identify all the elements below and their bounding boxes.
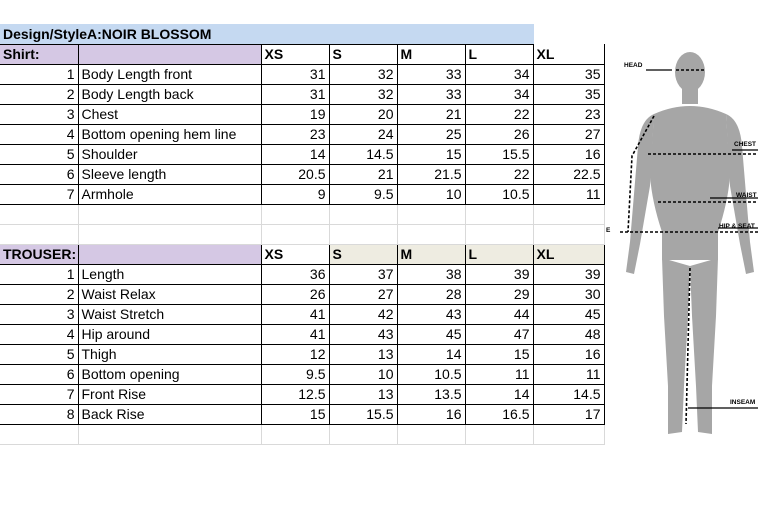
trouser-measurement-value[interactable]: 14.5 bbox=[533, 384, 604, 404]
shirt-measurement-value[interactable]: 9.5 bbox=[329, 184, 397, 204]
shirt-size-m[interactable]: M bbox=[397, 44, 465, 64]
trouser-measurement-name[interactable]: Bottom opening bbox=[78, 364, 261, 384]
trouser-measurement-value[interactable]: 13 bbox=[329, 384, 397, 404]
trouser-measurement-value[interactable]: 10.5 bbox=[397, 364, 465, 384]
trouser-measurement-name[interactable]: Hip around bbox=[78, 324, 261, 344]
blank-cell[interactable] bbox=[533, 204, 604, 224]
shirt-row-number[interactable]: 1 bbox=[0, 64, 78, 84]
shirt-measurement-value[interactable]: 21 bbox=[397, 104, 465, 124]
shirt-measurement-row bbox=[0, 144, 604, 164]
blank-row bbox=[0, 424, 604, 444]
trouser-measurement-value[interactable]: 15.5 bbox=[329, 404, 397, 424]
blank-cell[interactable] bbox=[329, 424, 397, 444]
shirt-row-number[interactable]: 6 bbox=[0, 164, 78, 184]
trouser-measurement-value[interactable]: 16 bbox=[397, 404, 465, 424]
shirt-size-xl[interactable]: XL bbox=[533, 44, 604, 64]
shirt-measurement-name[interactable]: Armhole bbox=[78, 184, 261, 204]
trouser-measurement-value[interactable]: 43 bbox=[329, 324, 397, 344]
shirt-measurement-value[interactable]: 10.5 bbox=[465, 184, 533, 204]
trouser-measurement-value[interactable]: 11 bbox=[465, 364, 533, 384]
shirt-size-l[interactable]: L bbox=[465, 44, 533, 64]
shirt-measurement-name[interactable]: Chest bbox=[78, 104, 261, 124]
trouser-measurement-value[interactable]: 39 bbox=[533, 264, 604, 284]
waist-label: WAIST bbox=[736, 192, 757, 199]
blank-cell[interactable] bbox=[261, 204, 329, 224]
shirt-header-row bbox=[0, 44, 604, 64]
shirt-measurement-value[interactable]: 21.5 bbox=[397, 164, 465, 184]
blank-cell[interactable] bbox=[329, 204, 397, 224]
trouser-row-number[interactable]: 7 bbox=[0, 384, 78, 404]
trouser-measurement-value[interactable]: 36 bbox=[261, 264, 329, 284]
shirt-measurement-value[interactable]: 14 bbox=[261, 144, 329, 164]
shirt-measurement-value[interactable]: 19 bbox=[261, 104, 329, 124]
trouser-measurement-value[interactable]: 37 bbox=[329, 264, 397, 284]
shirt-measurement-row bbox=[0, 124, 604, 144]
shirt-measurement-value[interactable]: 20.5 bbox=[261, 164, 329, 184]
trouser-measurement-name[interactable]: Waist Relax bbox=[78, 284, 261, 304]
shirt-measurement-row bbox=[0, 164, 604, 184]
shirt-measurement-value[interactable]: 26 bbox=[465, 124, 533, 144]
blank-cell[interactable] bbox=[465, 204, 533, 224]
trouser-measurement-name[interactable]: Front Rise bbox=[78, 384, 261, 404]
chest-label: CHEST bbox=[734, 141, 757, 148]
blank-cell[interactable] bbox=[261, 424, 329, 444]
sheet-title[interactable]: Design/StyleA:NOIR BLOSSOM bbox=[0, 24, 533, 44]
trouser-measurement-value[interactable]: 41 bbox=[261, 304, 329, 324]
trouser-size-s[interactable]: S bbox=[329, 244, 397, 264]
trouser-measurement-value[interactable]: 48 bbox=[533, 324, 604, 344]
blank-row bbox=[0, 204, 604, 224]
human-silhouette-icon bbox=[626, 52, 757, 434]
trouser-measurement-row bbox=[0, 364, 604, 384]
shirt-measurement-name[interactable]: Shoulder bbox=[78, 144, 261, 164]
shirt-measurement-value[interactable]: 35 bbox=[533, 64, 604, 84]
trouser-measurement-value[interactable]: 15 bbox=[261, 404, 329, 424]
shirt-measurement-row bbox=[0, 64, 604, 84]
trouser-measurement-value[interactable]: 13 bbox=[329, 344, 397, 364]
trouser-measurement-value[interactable]: 15 bbox=[465, 344, 533, 364]
blank-cell[interactable] bbox=[533, 224, 604, 244]
shirt-row-number[interactable]: 4 bbox=[0, 124, 78, 144]
trouser-measurement-value[interactable]: 42 bbox=[329, 304, 397, 324]
trouser-measurement-value[interactable]: 16 bbox=[533, 344, 604, 364]
shirt-measurement-value[interactable]: 34 bbox=[465, 64, 533, 84]
blank-cell[interactable] bbox=[397, 424, 465, 444]
trouser-measurement-value[interactable]: 16.5 bbox=[465, 404, 533, 424]
shirt-measurement-value[interactable]: 24 bbox=[329, 124, 397, 144]
trouser-size-xs[interactable]: XS bbox=[261, 244, 329, 264]
trouser-measurement-row bbox=[0, 324, 604, 344]
trouser-row-number[interactable]: 5 bbox=[0, 344, 78, 364]
trouser-measurement-value[interactable]: 41 bbox=[261, 324, 329, 344]
blank-cell[interactable] bbox=[0, 224, 78, 244]
trouser-measurement-row bbox=[0, 404, 604, 424]
shirt-section-label[interactable]: Shirt: bbox=[0, 44, 78, 64]
shirt-measurement-value[interactable]: 21 bbox=[329, 164, 397, 184]
blank-cell[interactable] bbox=[465, 424, 533, 444]
shirt-measurement-value[interactable]: 32 bbox=[329, 84, 397, 104]
trouser-measurement-value[interactable]: 38 bbox=[397, 264, 465, 284]
trouser-measurement-row bbox=[0, 304, 604, 324]
trouser-measurement-row bbox=[0, 344, 604, 364]
trouser-size-m[interactable]: M bbox=[397, 244, 465, 264]
trouser-measurement-name[interactable]: Length bbox=[78, 264, 261, 284]
blank-cell[interactable] bbox=[78, 224, 261, 244]
shirt-measurement-value[interactable]: 20 bbox=[329, 104, 397, 124]
shirt-measurement-value[interactable]: 33 bbox=[397, 84, 465, 104]
shirt-measurement-name[interactable]: Body Length back bbox=[78, 84, 261, 104]
edge-label: E bbox=[606, 227, 611, 234]
shirt-measurement-value[interactable]: 22 bbox=[465, 104, 533, 124]
blank-cell[interactable] bbox=[329, 224, 397, 244]
trouser-measurement-value[interactable]: 30 bbox=[533, 284, 604, 304]
trouser-row-number[interactable]: 8 bbox=[0, 404, 78, 424]
shirt-measurement-value[interactable]: 15.5 bbox=[465, 144, 533, 164]
trouser-measurement-value[interactable]: 28 bbox=[397, 284, 465, 304]
shirt-measurement-value[interactable]: 27 bbox=[533, 124, 604, 144]
shirt-measurement-row bbox=[0, 104, 604, 124]
head-label: HEAD bbox=[624, 62, 643, 69]
shirt-size-xs[interactable]: XS bbox=[261, 44, 329, 64]
trouser-row-number[interactable]: 4 bbox=[0, 324, 78, 344]
trouser-measurement-value[interactable]: 47 bbox=[465, 324, 533, 344]
blank-cell[interactable] bbox=[465, 224, 533, 244]
trouser-row-number[interactable]: 2 bbox=[0, 284, 78, 304]
trouser-measurement-value[interactable]: 39 bbox=[465, 264, 533, 284]
size-chart-table bbox=[0, 24, 605, 445]
blank-row bbox=[0, 224, 604, 244]
trouser-measurement-value[interactable]: 43 bbox=[397, 304, 465, 324]
trouser-measurement-value[interactable]: 9.5 bbox=[261, 364, 329, 384]
trouser-measurement-name[interactable]: Waist Stretch bbox=[78, 304, 261, 324]
blank-cell[interactable] bbox=[397, 224, 465, 244]
shirt-header-blank[interactable] bbox=[78, 44, 261, 64]
shirt-measurement-value[interactable]: 10 bbox=[397, 184, 465, 204]
trouser-measurement-value[interactable]: 44 bbox=[465, 304, 533, 324]
trouser-measurement-name[interactable]: Back Rise bbox=[78, 404, 261, 424]
hip-seat-label: HIP & SEAT bbox=[719, 223, 755, 230]
trouser-measurement-value[interactable]: 11 bbox=[533, 364, 604, 384]
blank-cell[interactable] bbox=[397, 204, 465, 224]
trouser-measurement-value[interactable]: 45 bbox=[533, 304, 604, 324]
trouser-row-number[interactable]: 6 bbox=[0, 364, 78, 384]
trouser-section-label[interactable]: TROUSER: bbox=[0, 244, 78, 264]
trouser-measurement-value[interactable]: 14 bbox=[397, 344, 465, 364]
blank-cell[interactable] bbox=[78, 424, 261, 444]
shirt-measurement-value[interactable]: 23 bbox=[533, 104, 604, 124]
trouser-measurement-value[interactable]: 10 bbox=[329, 364, 397, 384]
shirt-measurement-value[interactable]: 22 bbox=[465, 164, 533, 184]
shirt-measurement-value[interactable]: 23 bbox=[261, 124, 329, 144]
inseam-label: INSEAM bbox=[730, 399, 756, 406]
shirt-measurement-value[interactable]: 11 bbox=[533, 184, 604, 204]
trouser-measurement-value[interactable]: 29 bbox=[465, 284, 533, 304]
trouser-row-number[interactable]: 1 bbox=[0, 264, 78, 284]
blank-cell[interactable] bbox=[0, 204, 78, 224]
shirt-measurement-row bbox=[0, 84, 604, 104]
shirt-measurement-value[interactable]: 31 bbox=[261, 84, 329, 104]
shirt-measurement-value[interactable]: 22.5 bbox=[533, 164, 604, 184]
shirt-measurement-value[interactable]: 16 bbox=[533, 144, 604, 164]
shirt-measurement-value[interactable]: 32 bbox=[329, 64, 397, 84]
trouser-measurement-name[interactable]: Thigh bbox=[78, 344, 261, 364]
shirt-measurement-name[interactable]: Bottom opening hem line bbox=[78, 124, 261, 144]
trouser-measurement-value[interactable]: 17 bbox=[533, 404, 604, 424]
shirt-measurement-value[interactable]: 14.5 bbox=[329, 144, 397, 164]
shirt-row-number[interactable]: 2 bbox=[0, 84, 78, 104]
shirt-measurement-value[interactable]: 31 bbox=[261, 64, 329, 84]
trouser-measurement-value[interactable]: 26 bbox=[261, 284, 329, 304]
shirt-measurement-value[interactable]: 33 bbox=[397, 64, 465, 84]
shirt-measurement-value[interactable]: 25 bbox=[397, 124, 465, 144]
trouser-measurement-row bbox=[0, 384, 604, 404]
shirt-measurement-name[interactable]: Body Length front bbox=[78, 64, 261, 84]
trouser-measurement-value[interactable]: 12 bbox=[261, 344, 329, 364]
trouser-size-l[interactable]: L bbox=[465, 244, 533, 264]
shirt-row-number[interactable]: 7 bbox=[0, 184, 78, 204]
trouser-measurement-row bbox=[0, 284, 604, 304]
trouser-measurement-value[interactable]: 27 bbox=[329, 284, 397, 304]
trouser-measurement-row bbox=[0, 264, 604, 284]
blank-cell[interactable] bbox=[261, 224, 329, 244]
trouser-header-blank[interactable] bbox=[78, 244, 261, 264]
trouser-header-row bbox=[0, 244, 604, 264]
trouser-measurement-value[interactable]: 14 bbox=[465, 384, 533, 404]
blank-cell[interactable] bbox=[78, 204, 261, 224]
shirt-measurement-value[interactable]: 34 bbox=[465, 84, 533, 104]
blank-cell[interactable] bbox=[0, 424, 78, 444]
trouser-measurement-value[interactable]: 13.5 bbox=[397, 384, 465, 404]
title-row bbox=[0, 24, 604, 44]
shirt-measurement-value[interactable]: 9 bbox=[261, 184, 329, 204]
shirt-row-number[interactable]: 3 bbox=[0, 104, 78, 124]
shirt-measurement-value[interactable]: 15 bbox=[397, 144, 465, 164]
trouser-row-number[interactable]: 3 bbox=[0, 304, 78, 324]
shirt-measurement-value[interactable]: 35 bbox=[533, 84, 604, 104]
shirt-row-number[interactable]: 5 bbox=[0, 144, 78, 164]
trouser-size-xl[interactable]: XL bbox=[533, 244, 604, 264]
blank-cell[interactable] bbox=[533, 424, 604, 444]
trouser-measurement-value[interactable]: 45 bbox=[397, 324, 465, 344]
body-measurement-figure bbox=[606, 46, 774, 446]
shirt-measurement-name[interactable]: Sleeve length bbox=[78, 164, 261, 184]
trouser-measurement-value[interactable]: 12.5 bbox=[261, 384, 329, 404]
shirt-measurement-row bbox=[0, 184, 604, 204]
shirt-size-s[interactable]: S bbox=[329, 44, 397, 64]
